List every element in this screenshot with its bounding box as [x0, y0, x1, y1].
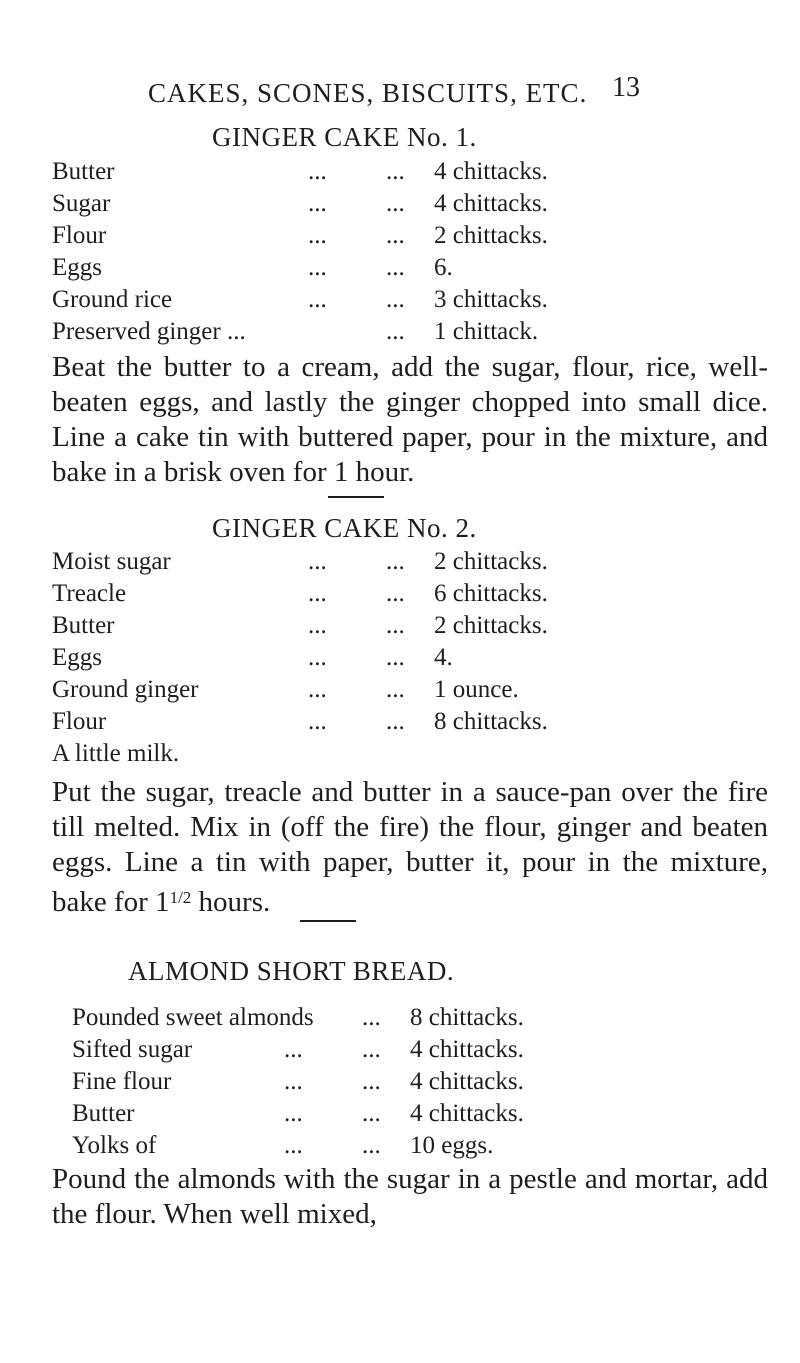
ingredient-dots: ... — [284, 1068, 303, 1095]
ingredient-row — [72, 1130, 792, 1162]
ingredient-dots: ... — [362, 1004, 381, 1031]
ingredient-qty: 4 chittacks. — [410, 1068, 524, 1095]
recipe3-ingredients — [72, 1002, 792, 1162]
ingredient-name: Yolks of — [72, 1132, 157, 1159]
ingredient-dots: ... — [386, 158, 405, 185]
fraction-half: 1/2 — [169, 888, 192, 907]
ingredient-dots: ... — [386, 548, 405, 575]
ingredient-dots: ... — [386, 676, 405, 703]
ingredient-dots: ... — [308, 548, 327, 575]
ingredient-name: Butter — [52, 612, 115, 639]
ingredient-dots: ... — [386, 580, 405, 607]
recipe2-method — [52, 775, 768, 920]
ingredient-dots: ... — [308, 708, 327, 735]
ingredient-row — [72, 1002, 792, 1034]
ingredient-name: Pounded sweet almonds — [72, 1004, 314, 1031]
ingredient-name: A little milk. — [52, 740, 180, 767]
ingredient-dots: ... — [386, 612, 405, 639]
ingredient-dots: ... — [308, 644, 327, 671]
ingredient-name: Flour — [52, 222, 107, 249]
ingredient-dots: ... — [386, 254, 405, 281]
ingredient-name: Eggs — [52, 644, 102, 671]
ingredient-name: Ground ginger — [52, 676, 199, 703]
ingredient-qty: 4 chittacks. — [434, 190, 548, 217]
ingredient-qty: 4 chittacks. — [410, 1100, 524, 1127]
ingredient-dots: ... — [308, 222, 327, 249]
ingredient-dots: ... — [308, 580, 327, 607]
ingredient-dots: ... — [362, 1036, 381, 1063]
ingredient-name: Eggs — [52, 254, 102, 281]
ingredient-name: Butter — [52, 158, 115, 185]
ingredient-qty: 8 chittacks. — [410, 1004, 524, 1031]
ingredient-name: Fine flour — [72, 1068, 172, 1095]
ingredient-qty: 1 chittack. — [434, 318, 539, 345]
ingredient-name: Sifted sugar — [72, 1036, 193, 1063]
ingredient-dots: ... — [362, 1100, 381, 1127]
ingredient-dots: ... — [308, 286, 327, 313]
ingredient-qty: 10 eggs. — [410, 1132, 494, 1159]
ingredient-dots: ... — [362, 1132, 381, 1159]
ingredient-row — [52, 706, 772, 738]
ingredient-dots: ... — [362, 1068, 381, 1095]
ingredient-name: Preserved ginger ... — [52, 318, 246, 345]
ingredient-dots: ... — [308, 190, 327, 217]
recipe2-ingredients — [52, 546, 772, 770]
ingredient-dots: ... — [308, 254, 327, 281]
ingredient-dots: ... — [386, 644, 405, 671]
ingredient-qty: 2 chittacks. — [434, 222, 548, 249]
ingredient-qty: 2 chittacks. — [434, 612, 548, 639]
ingredient-row — [52, 546, 772, 578]
ingredient-qty: 4. — [434, 644, 453, 671]
recipe1-method: Beat the butter to a cream, add the sugar, flour, rice, well-beaten eggs, and lastly the ginger chopped into small dice. Line a cake tin with buttered paper, pour in the mixture, and bake in a brisk oven for 1 hour. — [52, 351, 768, 488]
ingredient-dots: ... — [284, 1100, 303, 1127]
ingredient-qty: 6 chittacks. — [434, 580, 548, 607]
ingredient-row — [52, 316, 772, 348]
ingredient-name: Treacle — [52, 580, 127, 607]
ingredient-name: Sugar — [52, 190, 111, 217]
ingredient-name: Ground rice — [52, 286, 173, 313]
ingredient-name: Butter — [72, 1100, 135, 1127]
ingredient-dots: ... — [386, 190, 405, 217]
recipe3-title: ALMOND SHORT BREAD. — [128, 956, 455, 986]
recipe1-title: GINGER CAKE No. 1. — [212, 122, 477, 152]
ingredient-dots: ... — [284, 1132, 303, 1159]
ingredient-dots: ... — [386, 708, 405, 735]
ingredient-row — [52, 738, 772, 770]
ingredient-qty: 2 chittacks. — [434, 548, 548, 575]
ingredient-row — [52, 578, 772, 610]
ingredient-qty: 3 chittacks. — [434, 286, 548, 313]
ingredient-row — [52, 284, 772, 316]
ingredient-row — [52, 674, 772, 706]
ingredient-row — [52, 610, 772, 642]
page-number: 13 — [612, 72, 640, 103]
ingredient-dots: ... — [386, 222, 405, 249]
ingredient-row — [52, 188, 772, 220]
ingredient-qty: 4 chittacks. — [410, 1036, 524, 1063]
ingredient-name: Flour — [52, 708, 107, 735]
ingredient-row — [72, 1034, 792, 1066]
ingredient-qty: 8 chittacks. — [434, 708, 548, 735]
method-text-end: hours. — [191, 886, 271, 918]
ingredient-row — [52, 252, 772, 284]
ingredient-row — [52, 220, 772, 252]
recipe3-method: Pound the almonds with the sugar in a pestle and mortar, add the flour. When well mixed, — [52, 1163, 768, 1230]
ingredient-qty: 4 chittacks. — [434, 158, 548, 185]
ingredient-qty: 6. — [434, 254, 453, 281]
method-text: Put the sugar, treacle and butter in a sauce-pan over the fire till melted. Mix in (off the fire) the flour, ginger and beaten eggs. Line a tin with paper, butter it, pour in the mixture, bake for 1 — [52, 776, 768, 918]
ingredient-dots: ... — [386, 286, 405, 313]
section-rule — [328, 496, 384, 498]
ingredient-row — [72, 1066, 792, 1098]
ingredient-row — [72, 1098, 792, 1130]
ingredient-row — [52, 642, 772, 674]
ingredient-row — [52, 156, 772, 188]
section-rule — [300, 920, 356, 922]
ingredient-dots: ... — [308, 612, 327, 639]
recipe1-ingredients — [52, 156, 772, 348]
ingredient-name: Moist sugar — [52, 548, 171, 575]
recipe2-title: GINGER CAKE No. 2. — [212, 513, 477, 543]
running-head: CAKES, SCONES, BISCUITS, ETC. — [148, 78, 588, 108]
ingredient-dots: ... — [308, 676, 327, 703]
ingredient-dots: ... — [386, 318, 405, 345]
ingredient-dots: ... — [308, 158, 327, 185]
ingredient-qty: 1 ounce. — [434, 676, 519, 703]
ingredient-dots: ... — [284, 1036, 303, 1063]
